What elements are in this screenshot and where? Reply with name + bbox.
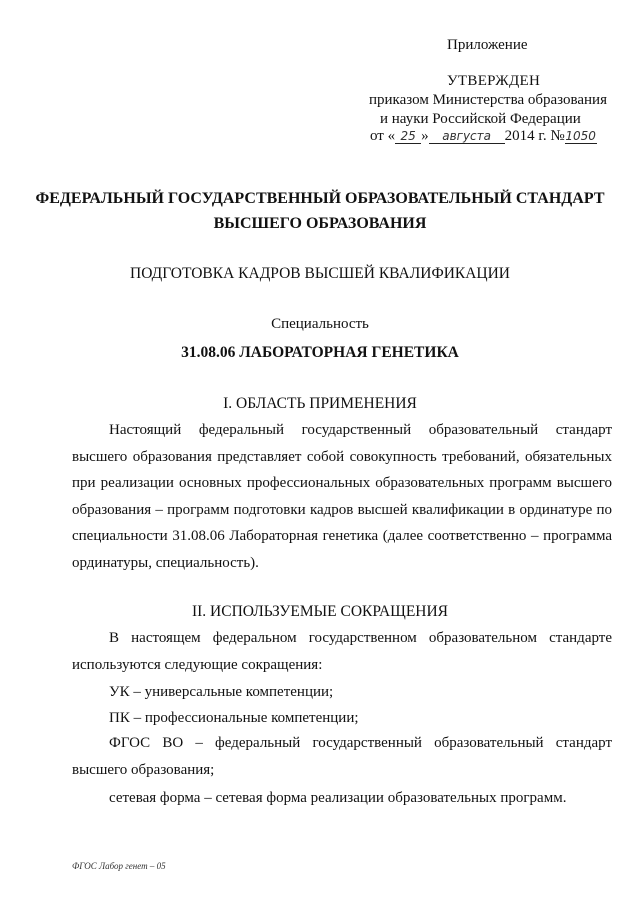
specialty-label: Специальность	[271, 316, 369, 332]
footer-code: ФГОС Лабор генет – 05	[72, 861, 166, 871]
document-title-line-2: ВЫСШЕГО ОБРАЗОВАНИЯ	[213, 215, 427, 232]
date-month: августа	[429, 129, 505, 144]
approved-label: УТВЕРЖДЕН	[447, 73, 541, 89]
appendix-label: Приложение	[447, 37, 528, 53]
specialty-title: 31.08.06 ЛАБОРАТОРНАЯ ГЕНЕТИКА	[181, 344, 459, 361]
date-day: 25	[395, 129, 421, 144]
abbrev-fgos: ФГОС ВО – федеральный государственный образовательный стандарт высшего образования;	[72, 735, 612, 778]
order-line-2: и науки Российской Федерации	[380, 111, 581, 127]
date-mid: »	[421, 128, 429, 144]
section-1-paragraph: Настоящий федеральный государственный образовательный стандарт высшего образования представляет собой совокупность требований, обязательных при реализации основных профессиональных образовательных программ высшего образования – программ подготовки кадров высшей квалификации в ординатуре по специальности 31.08.06 Лабораторная генетика (далее соответственно – программа ординатуры, специальность).	[72, 422, 612, 571]
date-prefix: от «	[370, 128, 396, 144]
abbrev-pk: ПК – профессиональные компетенции;	[109, 710, 359, 726]
section-2-heading: II. ИСПОЛЬЗУЕМЫЕ СОКРАЩЕНИЯ	[191, 603, 449, 620]
training-level: ПОДГОТОВКА КАДРОВ ВЫСШЕЙ КВАЛИФИКАЦИИ	[130, 265, 510, 282]
document-title-line-1: ФЕДЕРАЛЬНЫЙ ГОСУДАРСТВЕННЫЙ ОБРАЗОВАТЕЛЬНЫЙ СТАНДАРТ	[35, 190, 605, 207]
section-2-intro: В настоящем федеральном государственном образовательном стандарте используются следующие сокращения:	[72, 630, 612, 673]
abbrev-network-form: сетевая форма – сетевая форма реализации образовательных программ.	[109, 790, 567, 806]
date-year: 2014 г. №	[504, 128, 565, 144]
section-1-heading: I. ОБЛАСТЬ ПРИМЕНЕНИЯ	[223, 395, 417, 412]
order-number: 1050	[565, 129, 596, 143]
order-line-1: приказом Министерства образования	[369, 92, 607, 108]
order-date-line	[370, 128, 597, 145]
abbrev-uk: УК – универсальные компетенции;	[109, 684, 334, 700]
